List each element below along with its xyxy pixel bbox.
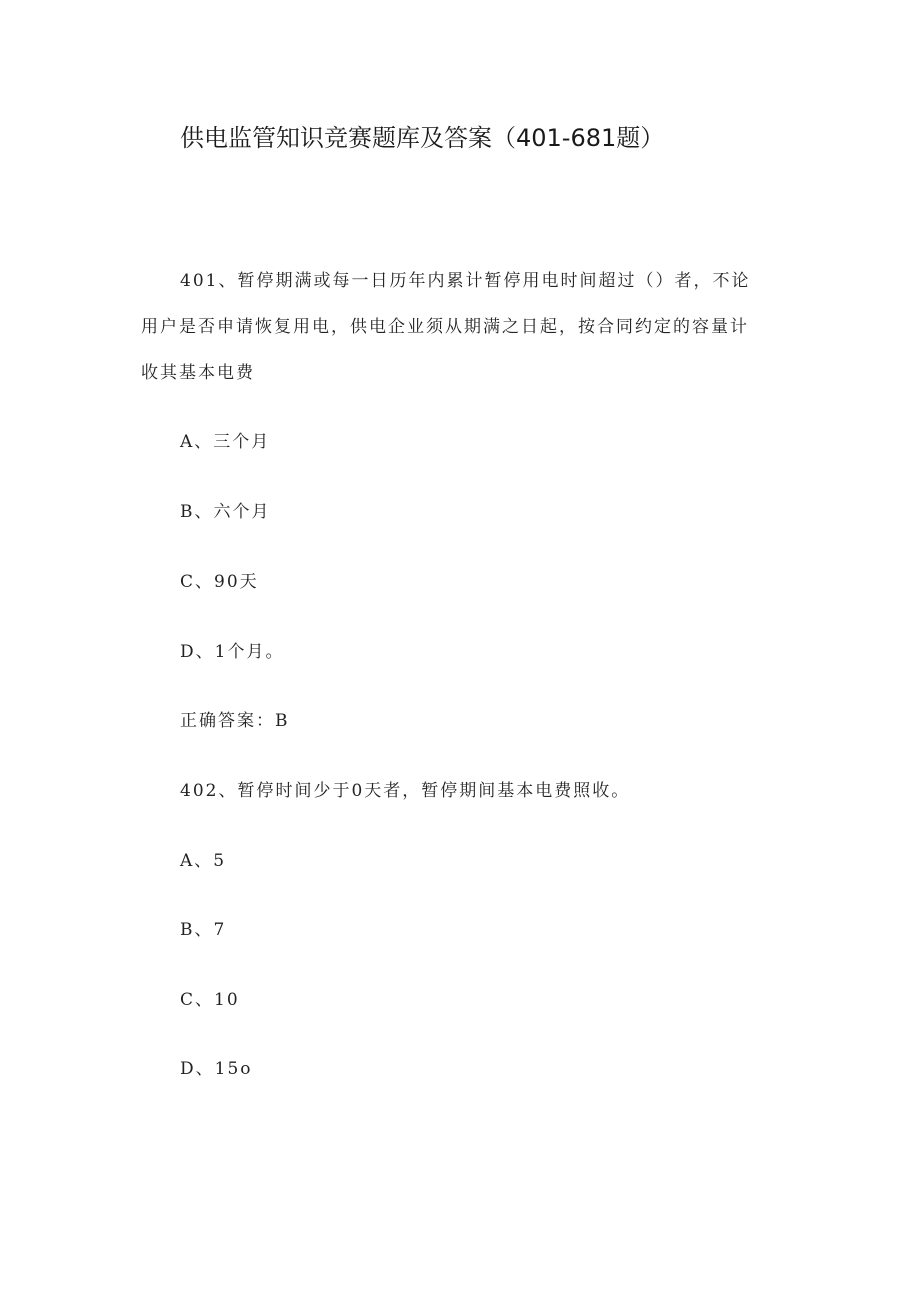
question-401-option-a: A、三个月 <box>180 432 271 452</box>
question-402-option-c: C、10 <box>180 990 240 1010</box>
question-401-answer: 正确答案：B <box>180 711 290 731</box>
question-401-option-c: C、90天 <box>180 572 259 592</box>
question-402-option-a: A、5 <box>180 851 227 871</box>
question-402-option-b: B、7 <box>180 920 227 940</box>
question-401-stem <box>141 258 801 396</box>
document-title: 供电监管知识竞赛题库及答案（401-681题） <box>180 124 665 152</box>
question-401-stem-line: 401、暂停期满或每一日历年内累计暂停用电时间超过（）者，不论 <box>180 271 751 291</box>
question-402-stem: 402、暂停时间少于0天者，暂停期间基本电费照收。 <box>180 781 631 801</box>
question-401-stem-line: 收其基本电费 <box>141 363 255 383</box>
question-401-stem-line: 用户是否申请恢复用电，供电企业须从期满之日起，按合同约定的容量计 <box>141 317 749 337</box>
question-402-option-d: D、15o <box>180 1059 253 1079</box>
question-401-option-b: B、六个月 <box>180 502 271 522</box>
question-401-option-d: D、1个月。 <box>180 642 285 662</box>
